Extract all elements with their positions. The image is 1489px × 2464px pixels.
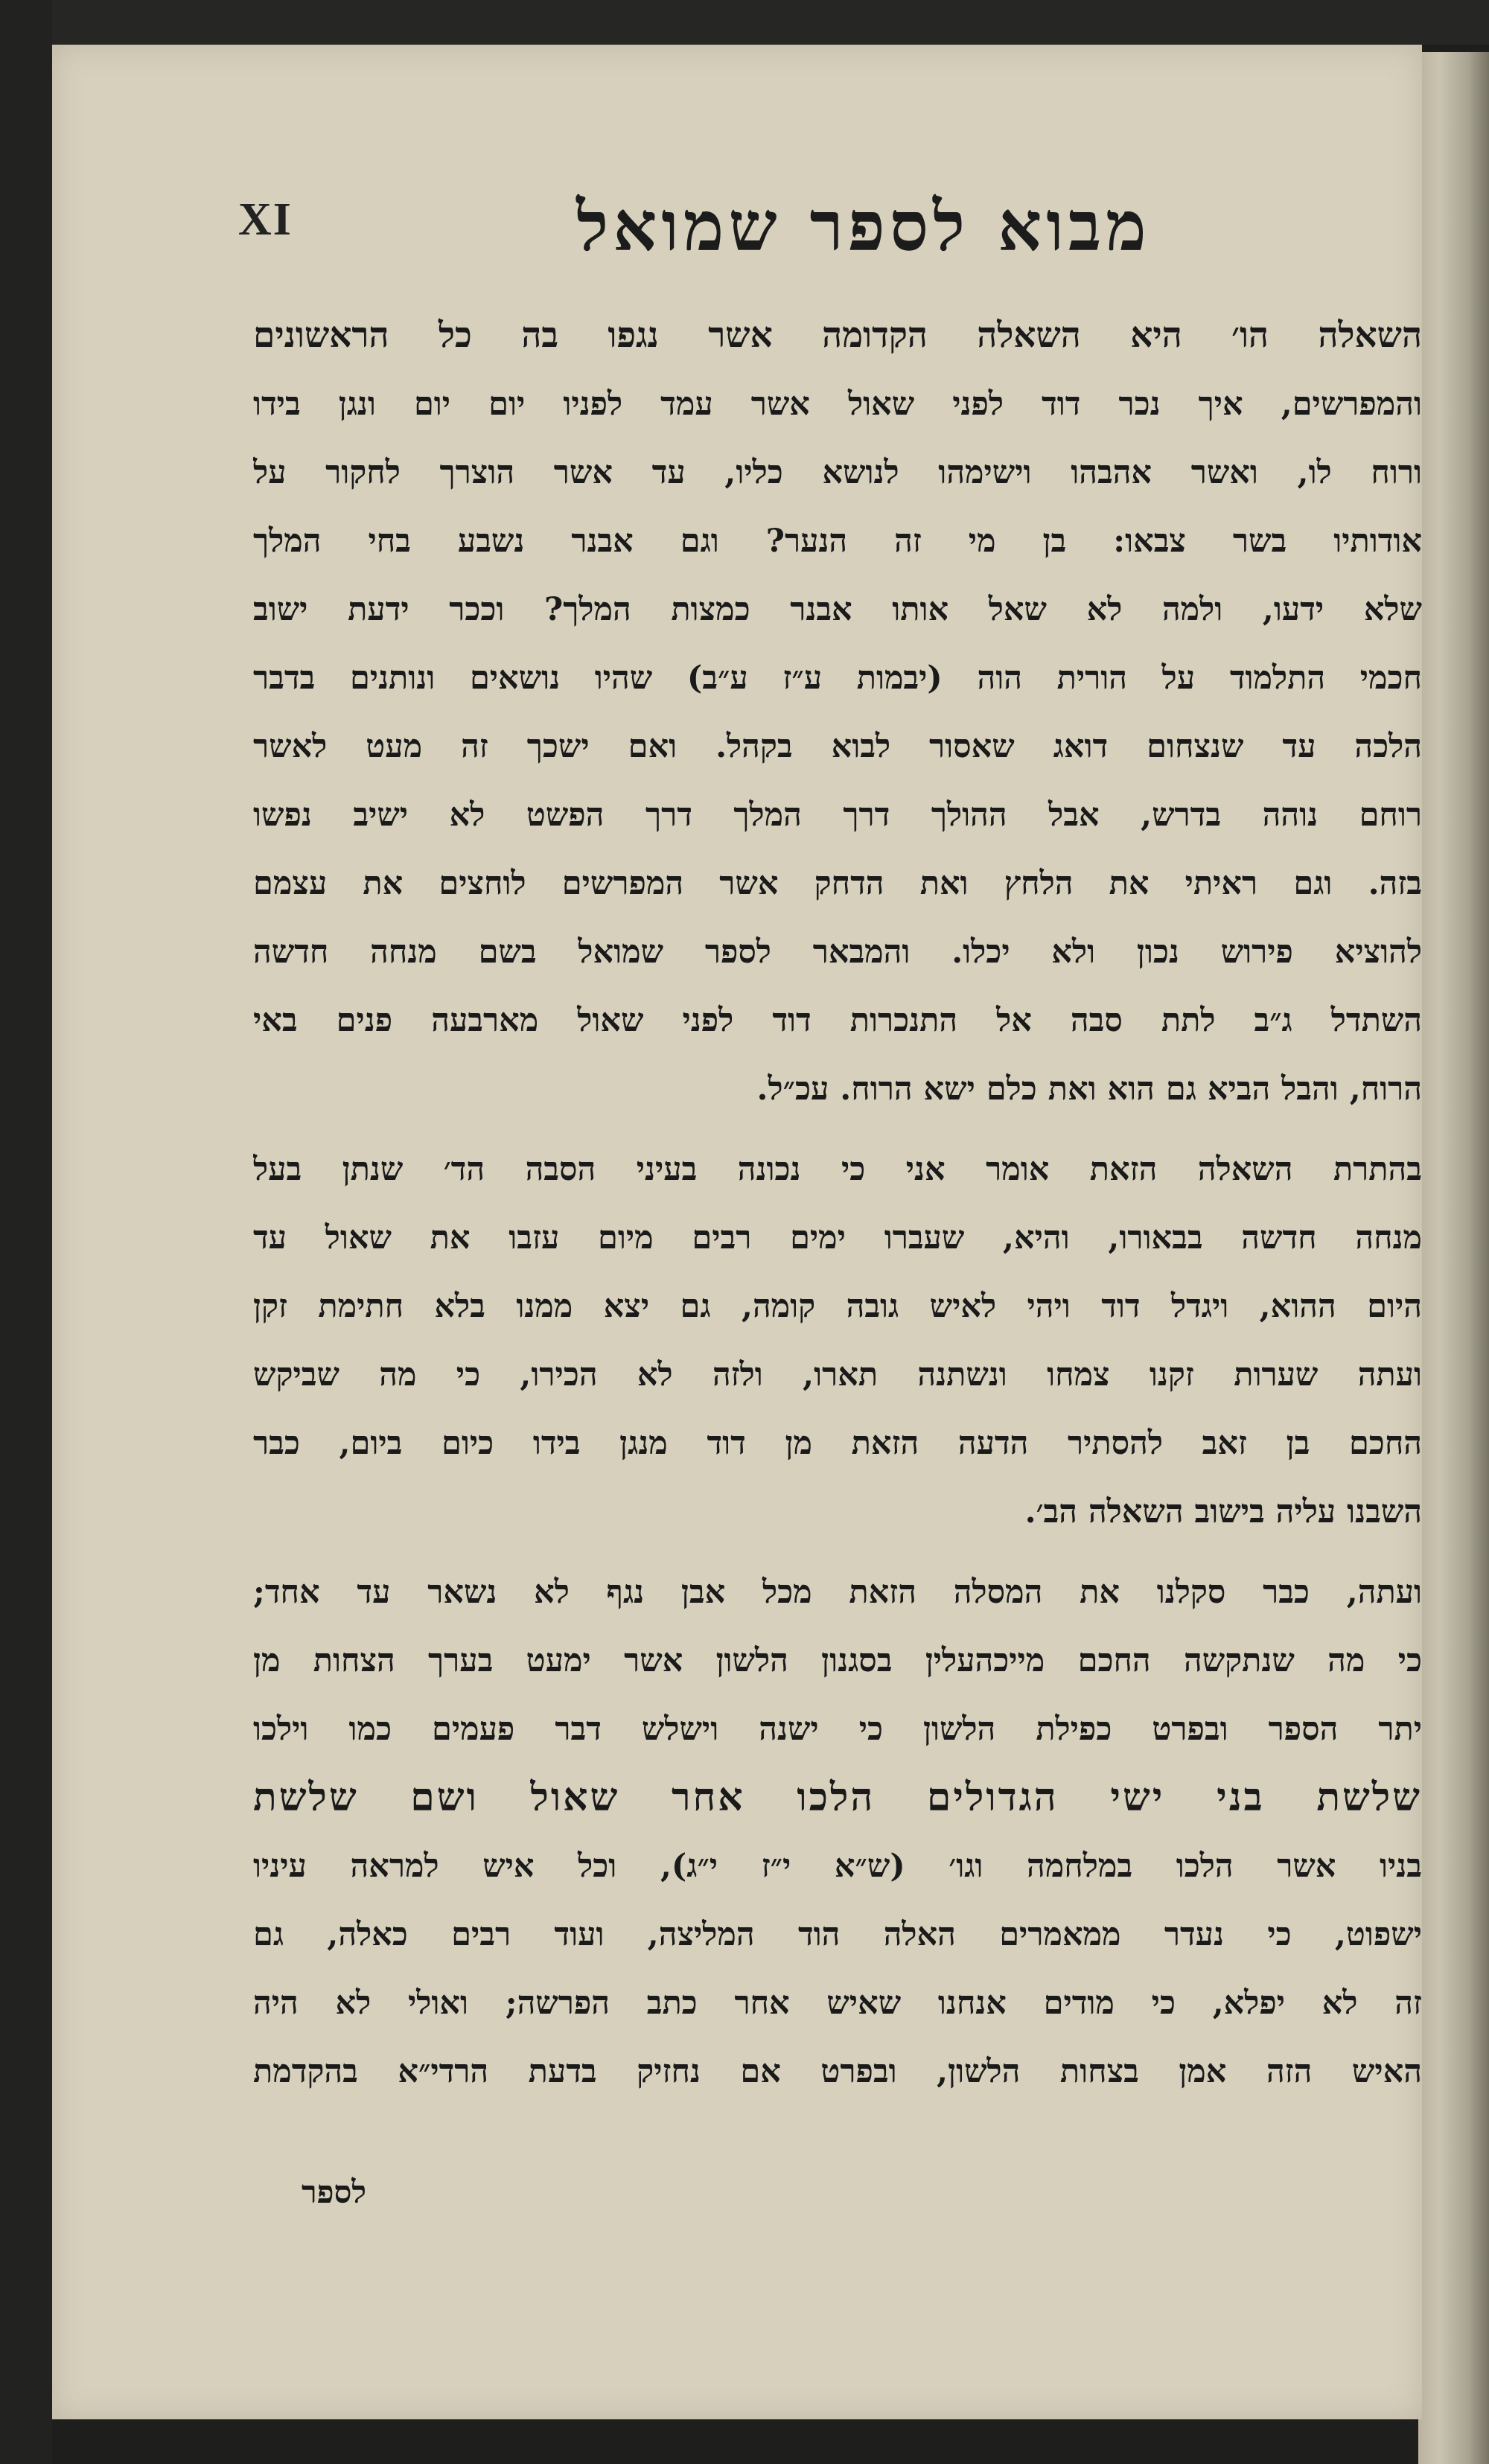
text-line: להוציא פירוש נכון ולא יכלו. והמבאר לספר שמואל בשם מנחה חדשה [253,933,1422,971]
text-line: ועתה שערות זקנו צמחו ונשתנה תארו, ולזה לא הכירו, כי מה שביקש [253,1356,1422,1394]
text-line: והמפרשים, איך נכר דוד לפני שאול אשר עמד לפניו יום יום ונגן בידו [253,386,1422,423]
catchword: לספר [302,2174,367,2210]
text-line: השתדל ג״ב לתת סבה אל התנכרות דוד לפני שאול מארבעה פנים באי [253,1002,1422,1039]
scan-frame-top [0,0,1489,45]
text-line: רוחם נוהה בדרש, אבל ההולך דרך המלך דרך הפשט לא ישיב נפשו [253,797,1422,834]
text-line: הרוח, והבל הביא גם הוא ואת כלם ישא הרוח. עכ״ל. [756,1070,1422,1108]
text-line: ועתה, כבר סקלנו את המסלה הזאת מכל אבן נגף לא נשאר עד אחד; [253,1574,1422,1611]
text-line: היום ההוא, ויגדל דוד ויהי לאיש גובה קומה, גם יצא ממנו בלא חתימת זקן [253,1288,1422,1325]
text-line: אודותיו בשר צבאו: בן מי זה הנער? וגם אבנר נשבע בחי המלך [253,523,1422,560]
page-number: XI [238,194,293,245]
text-line: יתר הספר ובפרט כפילת הלשון כי ישנה וישלש דבר פעמים כמו וילכו [253,1711,1422,1748]
body-text [253,301,1422,2106]
text-line: כי מה שנתקשה החכם מייכהעלין בסגנון הלשון אשר ימעט בערך הצחות מן [253,1642,1422,1679]
text-line: השאלה הו׳ היא השאלה הקדומה אשר נגפו בה כל הראשונים [253,315,1422,356]
running-title: מבוא לספר שמואל [576,186,1151,266]
text-line: זה לא יפלא, כי מודים אנחנו שאיש אחר כתב הפרשה; ואולי לא היה [253,1985,1422,2022]
text-line: האיש הזה אמן בצחות הלשון, ובפרט אם נחזיק בדעת הרדי״א בהקדמת [253,2053,1422,2090]
text-line: ישפוט, כי נעדר ממאמרים האלה הוד המליצה, ועוד רבים כאלה, גם [253,1916,1422,1953]
text-line: ורוח לו, ואשר אהבהו וישימהו לנושא כליו, עד אשר הוצרך לחקור על [253,454,1422,491]
book-edge [1418,52,1489,2464]
text-line: בזה. וגם ראיתי את הלחץ ואת הדחק אשר המפרשים לוחצים את עצמם [253,865,1422,902]
text-line: בניו אשר הלכו במלחמה וגו׳ (ש״א י״ז י״ג), וכל איש למראה עיניו [253,1848,1422,1885]
text-line: הלכה עד שנצחום דואג שאסור לבוא בקהל. ואם ישכך זה מעט לאשר [253,728,1422,765]
page-header [52,45,1422,268]
text-line: החכם בן זאב להסתיר הדעה הזאת מן דוד מנגן בידו כיום ביום, כבר [253,1425,1422,1462]
text-line: בהתרת השאלה הזאת אומר אני כי נכונה בעיני הסבה הד׳ שנתן בעל [253,1151,1422,1188]
book-page [52,45,1422,2419]
text-line: שלשת בני ישי הגדולים הלכו אחר שאול ושם שלשת [253,1775,1422,1820]
text-line: השבנו עליה בישוב השאלה הב׳. [1024,1493,1422,1531]
text-line: חכמי התלמוד על הורית הוה (יבמות ע״ז ע״ב) שהיו נושאים ונותנים בדבר [253,660,1422,697]
text-line: שלא ידעו, ולמה לא שאל אותו אבנר כמצות המלך? וככר ידעת ישוב [253,591,1422,628]
scan-frame-left [0,0,52,2464]
text-line: מנחה חדשה בבאורו, והיא, שעברו ימים רבים מיום עזבו את שאול עד [253,1219,1422,1257]
